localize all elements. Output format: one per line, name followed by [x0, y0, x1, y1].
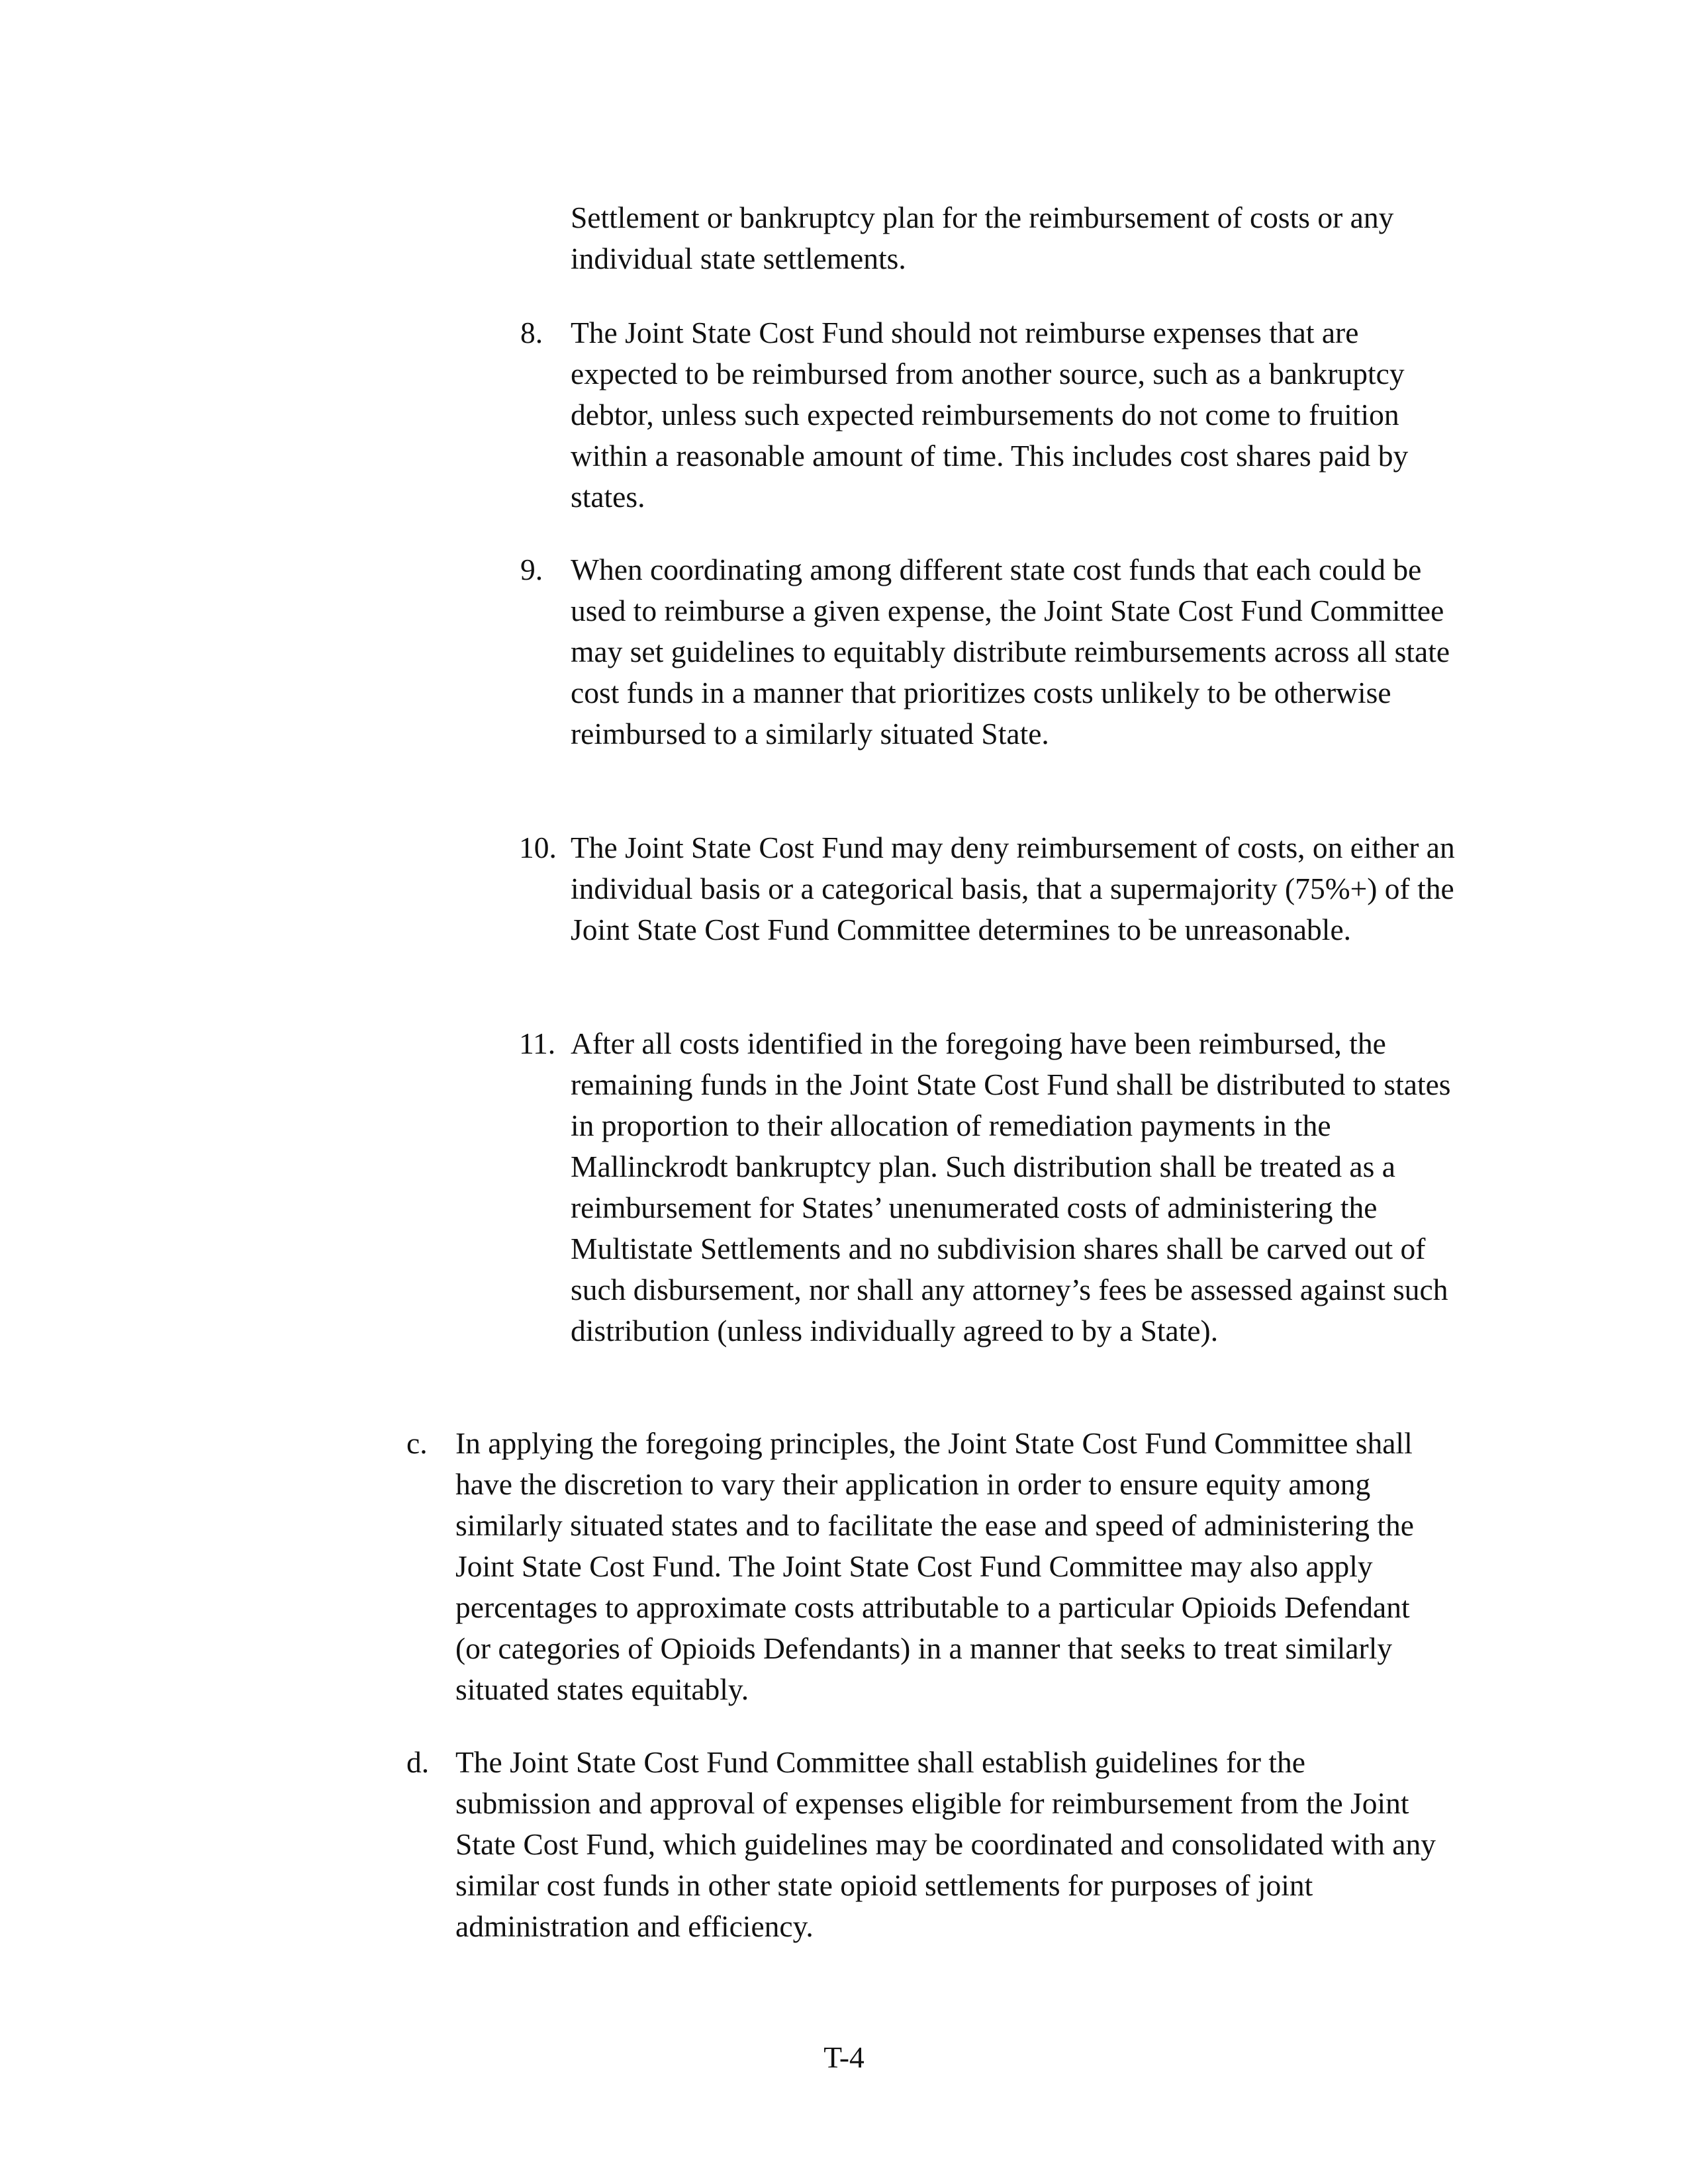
item-text: The Joint State Cost Fund should not reimburse expenses that are expected to be reimbursed from another source, such as a bankruptcy debtor, unless such expected reimbursements do not come to fruition within a reasonable amount of time. This includes cost shares paid by states. [571, 316, 1409, 514]
lettered-item-c [406, 1423, 1448, 1710]
numbered-item-8 [520, 312, 1458, 518]
continuation-paragraph [571, 197, 1458, 279]
item-text: The Joint State Cost Fund may deny reimbursement of costs, on either an individual basis or a categorical basis, that a supermajority (75%+) of the Joint State Cost Fund Committee determines to be unreasonable. [571, 831, 1455, 946]
item-letter: c. [406, 1426, 428, 1460]
numbered-item-10 [519, 827, 1458, 950]
item-text: After all costs identified in the foregoing have been reimbursed, the remaining funds in the Joint State Cost Fund shall be distributed to states in proportion to their allocation of remediation payments in the Mallinckrodt bankruptcy plan. Such distribution shall be treated as a reimbursement for States’ unenumerated costs of administering the Multistate Settlements and no subdivision shares shall be carved out of such disbursement, nor shall any attorney’s fees be assessed against such distribution (unless individually agreed to by a State). [571, 1026, 1451, 1347]
continuation-text: Settlement or bankruptcy plan for the reimbursement of costs or any individual state settlements. [571, 201, 1394, 275]
item-letter: d. [406, 1745, 430, 1779]
item-number: 8. [520, 316, 543, 349]
numbered-item-11 [519, 1023, 1458, 1351]
item-number: 10. [519, 831, 557, 864]
item-number: 9. [520, 553, 543, 586]
item-text: In applying the foregoing principles, the Joint State Cost Fund Committee shall have the discretion to vary their application in order to ensure equity among similarly situated states and to facilitate the ease and speed of administering the Joint State Cost Fund. The Joint State Cost Fund Committee may also apply percentages to approximate costs attributable to a particular Opioids Defendant (or categories of Opioids Defendants) in a manner that seeks to treat similarly situated states equitably. [455, 1426, 1414, 1706]
page-number: T-4 [823, 2040, 865, 2074]
item-text: The Joint State Cost Fund Committee shall establish guidelines for the submission and approval of expenses eligible for reimbursement from the Joint State Cost Fund, which guidelines may be coordinated and consolidated with any similar cost funds in other state opioid settlements for purposes of joint administration and efficiency. [455, 1745, 1436, 1943]
numbered-item-9 [520, 549, 1458, 754]
item-number: 11. [519, 1026, 556, 1060]
item-text: When coordinating among different state cost funds that each could be used to reimburse a given expense, the Joint State Cost Fund Committee may set guidelines to equitably distribute reimbursements across all state cost funds in a manner that prioritizes costs unlikely to be otherwise reimbursed to a similarly situated State. [571, 553, 1450, 751]
lettered-item-d [406, 1742, 1448, 1947]
